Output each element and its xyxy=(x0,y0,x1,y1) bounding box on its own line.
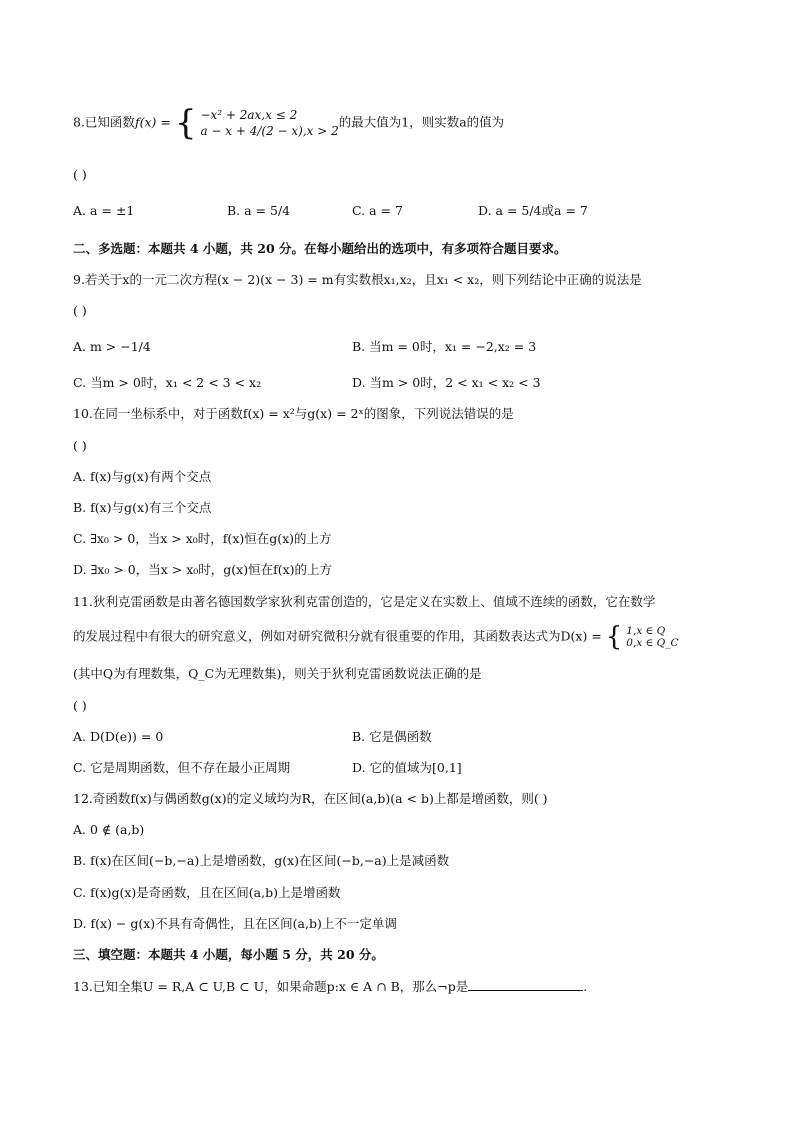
q13-end: . xyxy=(583,979,588,994)
q8-case-2: a − x + 4/(2 − x),x > 2 xyxy=(200,124,339,138)
q10-option-a: A. f(x)与g(x)有两个交点 xyxy=(73,469,212,484)
q9-option-a: A. m > −1/4 xyxy=(73,339,151,354)
question-8-stem xyxy=(73,103,505,143)
q12-option-b: B. f(x)在区间(−b,−a)上是增函数，g(x)在区间(−b,−a)上是减函数 xyxy=(73,853,450,868)
q10-option-b: B. f(x)与g(x)有三个交点 xyxy=(73,500,212,515)
q10-paren: ( ) xyxy=(73,438,87,453)
question-10-stem: 10.在同一坐标系中，对于函数f(x) = x²与g(x) = 2ˣ的图象，下列说法错误的是 xyxy=(73,406,514,421)
left-brace-icon: { xyxy=(174,103,197,143)
q11-piecewise xyxy=(606,624,679,650)
q11-case-1: 1,x ∈ Q xyxy=(626,625,666,637)
question-11-line-2 xyxy=(73,624,679,650)
q10-option-c: C. ∃x₀ > 0，当x > x₀时，f(x)恒在g(x)的上方 xyxy=(73,531,332,546)
q11-option-b: B. 它是偶函数 xyxy=(352,729,432,744)
question-13-stem xyxy=(73,977,587,996)
left-brace-icon: { xyxy=(605,622,623,652)
q9-option-d: D. 当m > 0时，2 < x₁ < x₂ < 3 xyxy=(352,375,541,390)
q12-option-d: D. f(x) − g(x)不具有奇偶性，且在区间(a,b)上不一定单调 xyxy=(73,916,397,931)
q8-option-a: A. a = ±1 xyxy=(73,203,135,218)
question-11-line-1: 11.狄利克雷函数是由著名德国数学家狄利克雷创造的，它是定义在实数上、值域不连续的函数，它在数学 xyxy=(73,594,656,609)
q13-text: 13.已知全集U = R,A ⊂ U,B ⊂ U，如果命题p:x ∈ A ∩ B，那么¬p是 xyxy=(73,979,469,994)
q9-option-b: B. 当m = 0时，x₁ = −2,x₂ = 3 xyxy=(352,339,537,354)
q8-case-1: −x² + 2ax,x ≤ 2 xyxy=(200,108,298,122)
question-12-stem: 12.奇函数f(x)与偶函数g(x)的定义域均为R，在区间(a,b)(a < b)上都是增函数，则( ) xyxy=(73,791,548,806)
q11-option-a: A. D(D(e)) = 0 xyxy=(73,729,164,744)
q8-option-c: C. a = 7 xyxy=(352,203,403,218)
question-11-line-3: (其中Q为有理数集，Q_C为无理数集)，则关于狄利克雷函数说法正确的是 xyxy=(73,666,482,681)
question-9-stem: 9.若关于x的一元二次方程(x − 2)(x − 3) = m有实数根x₁,x₂，且x₁ < x₂，则下列结论中正确的说法是 xyxy=(73,272,642,287)
answer-blank[interactable] xyxy=(468,977,583,991)
q8-fx: f(x) = xyxy=(134,114,171,130)
q9-option-c: C. 当m > 0时，x₁ < 2 < 3 < x₂ xyxy=(73,375,262,390)
q11-option-d: D. 它的值域为[0,1] xyxy=(352,760,462,775)
q11-line2-text: 的发展过程中有很大的研究意义，例如对研究微积分就有很重要的作用，其函数表达式为D(x) = xyxy=(73,628,602,644)
q11-paren: ( ) xyxy=(73,698,87,713)
q8-piecewise xyxy=(174,103,339,143)
q12-option-c: C. f(x)g(x)是奇函数，且在区间(a,b)上是增函数 xyxy=(73,885,341,900)
q11-option-c: C. 它是周期函数，但不存在最小正周期 xyxy=(73,760,291,775)
section-2-heading: 二、多选题：本题共 4 小题，共 20 分。在每小题给出的选项中，有多项符合题目要求。 xyxy=(73,241,567,256)
q8-option-b: B. a = 5/4 xyxy=(227,203,291,218)
q11-case-2: 0,x ∈ Q_C xyxy=(626,637,679,649)
q8-paren: ( ) xyxy=(73,167,87,182)
q9-paren: ( ) xyxy=(73,303,87,318)
section-3-heading: 三、填空题：本题共 4 小题，每小题 5 分，共 20 分。 xyxy=(73,947,384,962)
q10-option-d: D. ∃x₀ > 0，当x > x₀时，g(x)恒在f(x)的上方 xyxy=(73,562,333,577)
q8-option-d: D. a = 5/4或a = 7 xyxy=(478,203,588,218)
q8-prefix: 8.已知函数 xyxy=(73,114,135,130)
q8-suffix: 的最大值为1，则实数a的值为 xyxy=(338,114,505,130)
q12-option-a: A. 0 ∉ (a,b) xyxy=(73,822,145,837)
